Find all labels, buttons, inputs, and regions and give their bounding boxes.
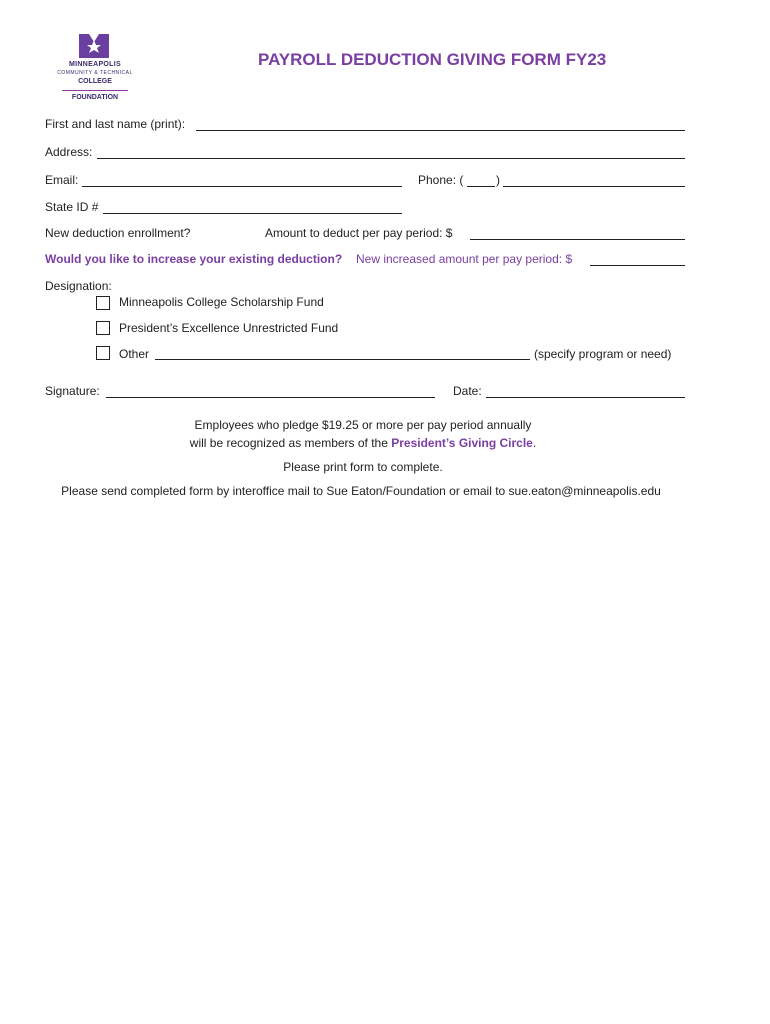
logo-line3: COLLEGE [78,78,112,85]
other-hint: (specify program or need) [534,347,672,361]
logo-line2: COMMUNITY & TECHNICAL [57,70,133,76]
logo-line1: MINNEAPOLIS [69,61,121,68]
increase-amount-field[interactable] [590,265,685,266]
date-field[interactable] [486,397,685,398]
logo-mark-icon [79,34,109,58]
pledge-line2-suffix: . [532,436,537,450]
email-label: Email: [45,173,79,187]
pledge-line2-prefix: will be recognized as members of the [189,436,388,450]
signature-field[interactable] [106,397,435,398]
send-note: Please send completed form by interoffice mail to Sue Eaton/Foundation or email to sue.eaton@minneapolis.edu [61,484,661,498]
phone-number-field[interactable] [503,186,685,187]
excellence-fund-checkbox[interactable] [96,321,110,335]
scholarship-fund-label: Minneapolis College Scholarship Fund [119,295,324,309]
print-note: Please print form to complete. [283,460,443,474]
signature-label: Signature: [45,384,100,398]
state-id-label: State ID # [45,200,99,214]
increase-amount-label: New increased amount per pay period: $ [356,252,573,266]
logo-divider [62,90,128,91]
designation-label: Designation: [45,279,112,293]
new-enrollment-label: New deduction enrollment? [45,226,191,240]
page-title: PAYROLL DEDUCTION GIVING FORM FY23 [258,50,607,69]
address-field[interactable] [97,158,685,159]
name-label: First and last name (print): [45,117,186,131]
pledge-note-line2 [0,436,748,450]
name-field[interactable] [196,130,685,131]
phone-area-code-field[interactable] [467,186,495,187]
pledge-note-line1: Employees who pledge $19.25 or more per pay period annually [194,418,532,432]
other-label: Other [119,347,150,361]
college-logo [50,30,140,108]
amount-label: Amount to deduct per pay period: $ [265,226,453,240]
excellence-fund-label: President’s Excellence Unrestricted Fund [119,321,339,335]
other-field[interactable] [155,359,530,360]
phone-label: Phone: ( [418,173,464,187]
presidents-giving-circle: President’s Giving Circle [391,436,533,450]
amount-field[interactable] [470,239,685,240]
address-label: Address: [45,145,93,159]
email-field[interactable] [82,186,402,187]
date-label: Date: [453,384,482,398]
phone-paren: ) [496,173,500,187]
scholarship-fund-checkbox[interactable] [96,296,110,310]
increase-question: Would you like to increase your existing deduction? [45,252,343,266]
logo-line4: FOUNDATION [71,94,119,101]
state-id-field[interactable] [103,213,402,214]
other-checkbox[interactable] [96,346,110,360]
